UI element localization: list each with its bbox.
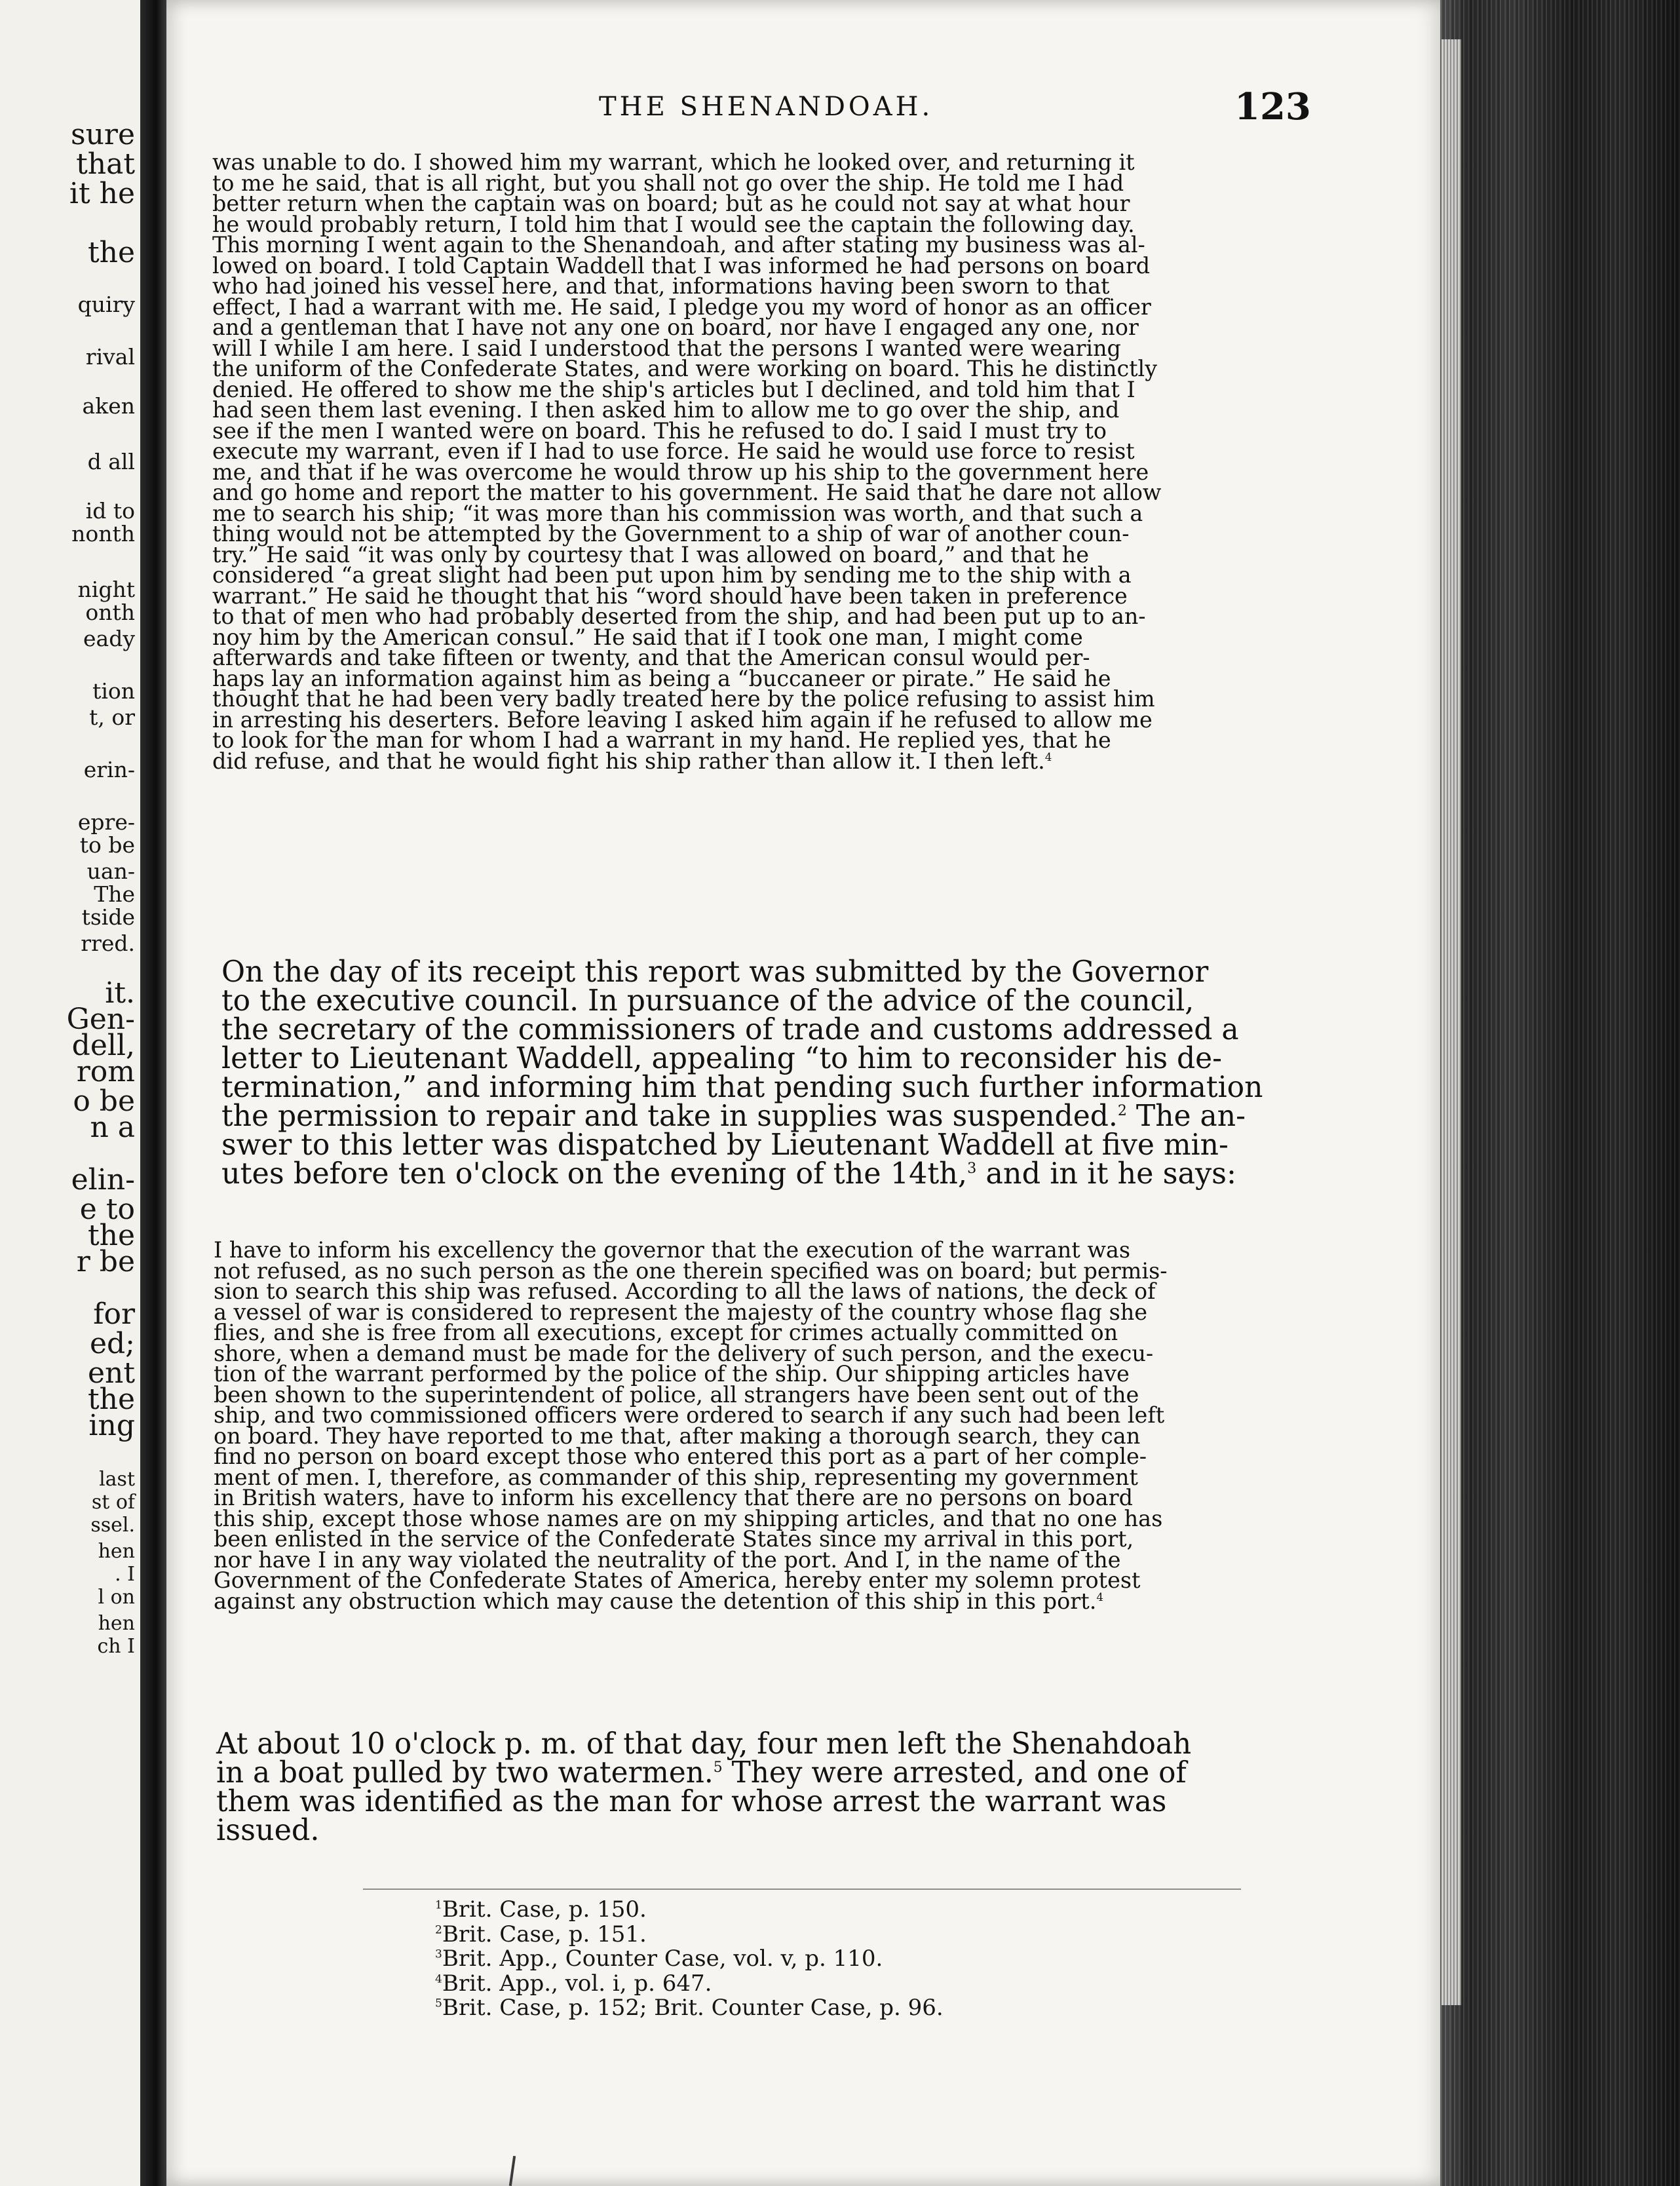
reply-line: been enlisted in the service of the Confederate States since my arrival in this port, (214, 1526, 1134, 1552)
report-line: effect, I had a warrant with me. He said, I pledge you my word of honor as an officer (212, 294, 1151, 320)
facing-page-fragment: l on (98, 1586, 135, 1609)
report-line: This morning I went again to the Shenandoah, and after stating my business was al- (212, 232, 1145, 258)
facing-page-fragment: . I (115, 1563, 135, 1586)
reply-line: a vessel of war is considered to represent the majesty of the country whose flag she (214, 1299, 1148, 1325)
report-line: afterwards and take fifteen or twenty, and that the American consul would per- (212, 645, 1090, 670)
facing-page-fragment: sure (71, 118, 135, 151)
report-line: lowed on board. I told Captain Waddell that I was informed he had persons on board (212, 252, 1151, 278)
book-binding-edge (1440, 0, 1680, 2186)
facing-page-fragment: the (87, 236, 135, 269)
paragraph-line: in a boat pulled by two watermen.$^5$ They were arrested, and one of (216, 1756, 1187, 1790)
book-gutter (140, 0, 166, 2186)
page-number: 123 (1234, 85, 1311, 128)
footnote (435, 1947, 944, 1972)
paragraph-line: to the executive council. In pursuance of the advice of the council, (221, 984, 1194, 1018)
reply-line: find no person on board except those who entered this port as a part of her comple- (214, 1444, 1147, 1469)
facing-page-fragment: aken (82, 393, 135, 419)
footnote (435, 1996, 944, 2021)
report-line: and a gentleman that I have not any one on board, nor have I engaged any one, nor (212, 315, 1139, 340)
footnote-mark: 1 (435, 1898, 442, 1912)
facing-page-fragment: rred. (81, 930, 135, 956)
facing-page-fragment: rival (85, 344, 135, 370)
paragraph-line: the secretary of the commissioners of trade and customs addressed a (221, 1013, 1239, 1046)
report-line: try.” He said “it was only by courtesy that I was allowed on board,” and that he (212, 541, 1089, 567)
facing-page-fragment: the (87, 1383, 135, 1416)
footnote-mark: 3 (435, 1947, 442, 1961)
facing-page-fragment: erin- (83, 757, 135, 782)
facing-page-fragment: n a (90, 1111, 135, 1144)
report-line: and go home and report the matter to his government. He said that he dare not allow (212, 480, 1162, 505)
report-line: did refuse, and that he would fight his ship rather than allow it. I then left.$^4$ (212, 748, 1052, 774)
reply-line: on board. They have reported to me that, after making a thorough search, they can (214, 1423, 1141, 1449)
book-page (166, 0, 1448, 2186)
page-header (166, 85, 1448, 131)
footnote (435, 1898, 944, 1923)
footnote-text: Brit. Case, p. 150. (442, 1896, 647, 1923)
paragraph-line-tail: The an- (1126, 1100, 1246, 1133)
facing-page-fragment: that (76, 147, 135, 181)
footnote-mark: 4 (435, 1972, 442, 1986)
reply-line: nor have I in any way violated the neutrality of the port. And I, in the name of the (214, 1546, 1121, 1573)
report-line: he would probably return, I told him that I would see the captain the following day. (212, 211, 1135, 237)
report-line: in arresting his deserters. Before leaving I asked him again if he refused to allow me (212, 706, 1153, 733)
reply-line: I have to inform his excellency the governor that the execution of the warrant was (214, 1237, 1131, 1263)
facing-page-fragment: quiry (77, 292, 135, 317)
footnotes (435, 1898, 944, 2021)
facing-page-fragment: t, or (89, 704, 135, 730)
facing-page-fragment: tside (81, 904, 135, 930)
footnote-ref: 3 (967, 1160, 977, 1178)
running-title: THE SHENANDOAH. (599, 92, 934, 122)
paragraph-line: utes before ten o'clock on the evening of the 14th,$^3$ and in it he says: (221, 1157, 1236, 1191)
facing-page-fragment: st of (91, 1491, 135, 1514)
report-line: thought that he had been very badly treated here by the police refusing to assist him (212, 686, 1155, 712)
report-line: considered “a great slight had been put upon him by sending me to the ship with a (212, 562, 1132, 588)
facing-page-fragment: last (99, 1468, 135, 1491)
paragraph-line: termination,” and informing him that pending such further information (221, 1071, 1263, 1104)
facing-page-fragment: to be (79, 832, 135, 858)
facing-page-fragment: hen (98, 1612, 135, 1635)
facing-page-fragment: for (93, 1297, 135, 1331)
paragraph-line: letter to Lieutenant Waddell, appealing “to him to reconsider his de- (221, 1042, 1223, 1075)
facing-page-fragment: o be (73, 1084, 135, 1118)
report-line: was unable to do. I showed him my warrant, which he looked over, and returning it (212, 149, 1135, 175)
reply-line: in British waters, have to inform his excellency that there are no persons on board (214, 1485, 1133, 1510)
footnote-text: Brit. App., Counter Case, vol. v, p. 110. (442, 1946, 883, 1972)
facing-page-fragment: r be (76, 1245, 135, 1278)
reply-line: not refused, as no such person as the one therein specified was on board; but permis- (214, 1257, 1168, 1284)
footnote (435, 1972, 944, 1997)
report-quotation (212, 149, 1339, 774)
facing-page-fragment: ssel. (90, 1514, 135, 1537)
report-line: denied. He offered to show me the ship's articles but I declined, and told him that I (212, 376, 1136, 402)
facing-page-fragment: uan- (86, 858, 135, 884)
report-line: me, and that if he was overcome he would throw up his ship to the government here (212, 459, 1149, 485)
reply-line: tion of the warrant performed by the police of the ship. Our shipping articles have (214, 1361, 1130, 1387)
report-line: to look for the man for whom I had a warrant in my hand. He replied yes, that he (212, 727, 1111, 753)
facing-page-fragment: tion (92, 678, 135, 704)
facing-page-fragment: rom (76, 1055, 135, 1088)
facing-page-fragment: The (94, 881, 135, 907)
facing-page-fragment: ch I (97, 1635, 135, 1658)
report-line: to me he said, that is all right, but you shall not go over the ship. He told me I had (212, 170, 1124, 196)
facing-page-fragment: elin- (71, 1163, 135, 1197)
footnote-text: Brit. App., vol. i, p. 647. (442, 1970, 712, 1997)
report-line: to that of men who had probably deserted from the ship, and had been put up to an- (212, 604, 1146, 629)
paragraph-line-tail: They were arrested, and one of (722, 1756, 1187, 1790)
footnote-text: Brit. Case, p. 151. (442, 1921, 647, 1947)
report-line: will I while I am here. I said I understood that the persons I wanted were wearing (212, 335, 1121, 361)
facing-page-fragment: id to (85, 498, 135, 524)
report-line: execute my warrant, even if I had to use force. He said he would use force to resist (212, 438, 1135, 464)
reply-line: sion to search this ship was refused. According to all the laws of nations, the deck of (214, 1278, 1156, 1304)
paragraph-line: issued. (216, 1814, 320, 1847)
paragraph-line-tail: and in it he says: (976, 1157, 1236, 1191)
footnote-text: Brit. Case, p. 152; Brit. Counter Case, p. 96. (442, 1995, 944, 2021)
footnote-ref: 2 (1117, 1102, 1127, 1120)
body-paragraph-council (221, 955, 1348, 1191)
footnote-ref: 4 (1096, 1590, 1104, 1603)
footnote-mark: 2 (435, 1923, 442, 1937)
facing-page-fragment: hen (98, 1540, 135, 1563)
facing-page-fragment: dell, (71, 1029, 135, 1062)
body-paragraph-arrest (216, 1727, 1343, 1847)
footnote-ref: 4 (1044, 750, 1052, 763)
waddell-reply-quotation (214, 1237, 1341, 1614)
facing-page-fragment: ed; (89, 1327, 135, 1360)
reply-line: ship, and two commissioned officers were ordered to search if any such had been left (214, 1402, 1165, 1428)
reply-line: this ship, except those whose names are on my shipping articles, and that no one has (214, 1505, 1163, 1531)
reply-line: been shown to the superintendent of police, all strangers have been sent out of the (214, 1381, 1139, 1408)
paragraph-line: On the day of its receipt this report was submitted by the Governor (221, 955, 1209, 989)
reply-line: Government of the Confederate States of America, hereby enter my solemn protest (214, 1567, 1141, 1593)
paragraph-line: At about 10 o'clock p. m. of that day, four men left the Shenahdoah (216, 1727, 1192, 1761)
report-line: the uniform of the Confederate States, and were working on board. This he distinctly (212, 356, 1158, 381)
facing-page-fragment: the (87, 1219, 135, 1252)
facing-page-fragment: it. (105, 976, 135, 1010)
reply-line: flies, and she is free from all executions, except for crimes actually committed on (214, 1320, 1118, 1345)
footnote-mark: 5 (435, 1997, 442, 2010)
report-line: warrant.” He said he thought that his “word should have been taken in preference (212, 583, 1128, 609)
page-edges (1441, 39, 1461, 2005)
report-line: see if the men I wanted were on board. This he refused to do. I said I must try to (212, 417, 1107, 444)
facing-page-fragment: Gen- (66, 1003, 135, 1036)
report-line: had seen them last evening. I then asked him to allow me to go over the ship, and (212, 397, 1120, 423)
facing-page-fragment: e to (79, 1193, 135, 1226)
report-line: me to search his ship; “it was more than his commission was worth, and that such a (212, 500, 1143, 526)
report-line: who had joined his vessel here, and that, informations having been sworn to that (212, 273, 1110, 299)
facing-page-fragment: d all (87, 449, 135, 474)
report-line: noy him by the American consul.” He said that if I took one man, I might come (212, 624, 1083, 650)
footnote (435, 1923, 944, 1947)
facing-page-fragment: eady (83, 626, 135, 651)
report-line: haps lay an information against him as being a “buccaneer or pirate.” He said he (212, 665, 1111, 691)
facing-page (0, 0, 140, 2186)
paragraph-line: them was identified as the man for whose arrest the warrant was (216, 1785, 1167, 1818)
facing-page-fragment: ing (88, 1409, 135, 1442)
reply-line: ment of men. I, therefore, as commander of this ship, representing my government (214, 1464, 1138, 1490)
paragraph-line: the permission to repair and take in supplies was suspended.$^2$ The an- (221, 1100, 1246, 1133)
facing-page-fragment: night (77, 577, 135, 602)
facing-page-fragment: it he (69, 177, 135, 210)
report-line: better return when the captain was on board; but as he could not say at what hour (212, 191, 1130, 216)
footnote-ref: 5 (713, 1759, 723, 1776)
paragraph-line: swer to this letter was dispatched by Lieutenant Waddell at five min- (221, 1128, 1229, 1162)
reply-line: shore, when a demand must be made for the delivery of such person, and the execu- (214, 1340, 1154, 1366)
reply-line: against any obstruction which may cause the detention of this ship in this port.$^4$ (214, 1588, 1104, 1614)
facing-page-fragment: ent (87, 1356, 135, 1390)
facing-page-fragment: nonth (71, 521, 135, 546)
facing-page-fragment: epre- (77, 809, 135, 835)
facing-page-fragment: onth (85, 600, 135, 625)
report-line: thing would not be attempted by the Government to a ship of war of another coun- (212, 521, 1130, 546)
footnote-rule (363, 1889, 1241, 1890)
